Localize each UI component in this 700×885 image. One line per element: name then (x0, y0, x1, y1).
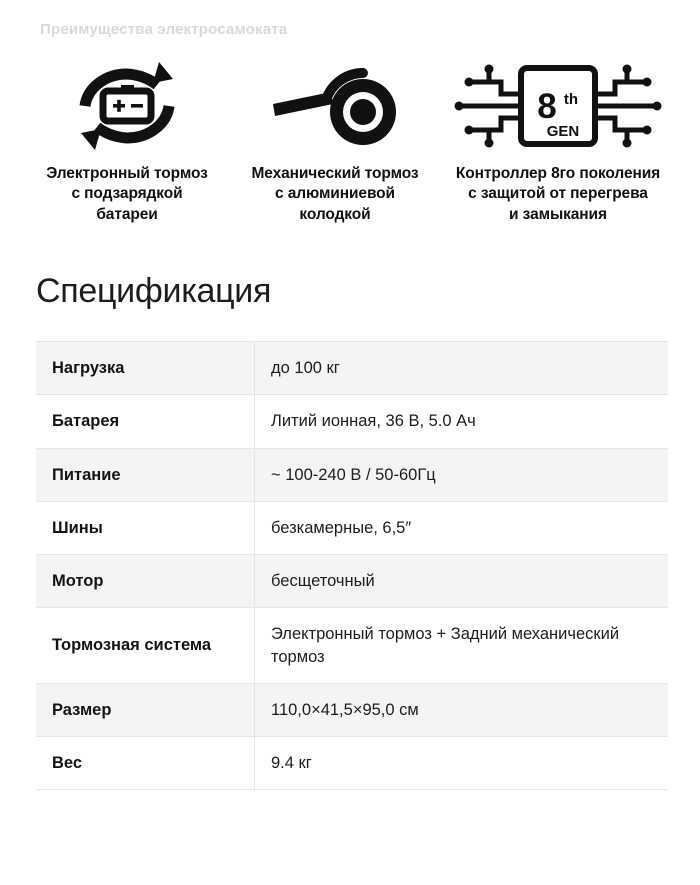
caption-line: батареи (96, 205, 158, 223)
spec-value: Электронный тормоз + Задний механический тормоз (255, 608, 669, 684)
caption-line: Электронный тормоз (46, 165, 208, 182)
table-row (36, 395, 668, 448)
specification-table (36, 341, 668, 790)
clipped-top-text (40, 21, 660, 46)
feature-caption-mechanical-brake (251, 164, 418, 225)
caption-line: Механический тормоз (251, 165, 419, 182)
caption-line: колодкой (299, 205, 371, 223)
table-row (36, 683, 668, 736)
spec-key: Вес (36, 737, 255, 790)
spec-key: Питание (36, 448, 255, 501)
feature-caption-electronic-brake (46, 164, 208, 225)
spec-key: Шины (36, 501, 255, 554)
feature-highlights (24, 58, 676, 225)
spec-value: бесщеточный (255, 555, 669, 608)
electronic-brake-battery-icon (61, 58, 193, 154)
table-row (36, 555, 668, 608)
clipped-top-text-line: Преимущества электросамоката (40, 21, 288, 38)
spec-key: Размер (36, 683, 255, 736)
spec-value: безкамерные, 6,5″ (255, 501, 669, 554)
caption-line: с алюминиевой (275, 185, 395, 203)
table-row (36, 737, 668, 790)
caption-line: с защитой от перегрева (468, 185, 648, 203)
caption-line: и замыкания (509, 205, 607, 223)
spec-key: Батарея (36, 395, 255, 448)
table-row (36, 501, 668, 554)
mechanical-brake-pad-icon (255, 58, 415, 154)
spec-key: Мотор (36, 555, 255, 608)
spec-value: до 100 кг (255, 342, 669, 395)
spec-key: Нагрузка (36, 342, 255, 395)
spec-value: ~ 100-240 В / 50-60Гц (255, 448, 669, 501)
feature-item-electronic-brake (24, 58, 230, 225)
feature-caption-controller (456, 164, 660, 225)
8th-gen-controller-chip-icon (455, 58, 661, 154)
spec-key: Тормозная система (36, 608, 255, 684)
page-title: Спецификация (36, 272, 272, 310)
feature-item-controller (440, 58, 676, 225)
spec-value: 9.4 кг (255, 737, 669, 790)
caption-line: с подзарядкой (71, 185, 183, 203)
feature-item-mechanical-brake (232, 58, 438, 225)
svg-text:GEN: GEN (546, 123, 580, 140)
table-row (36, 448, 668, 501)
spec-value: 110,0×41,5×95,0 см (255, 683, 669, 736)
table-row (36, 608, 668, 684)
caption-line: Контроллер 8го поколения (455, 165, 661, 182)
spec-value: Литий ионная, 36 В, 5.0 Ач (255, 395, 669, 448)
svg-text:th: th (563, 91, 579, 108)
svg-text:8: 8 (537, 87, 557, 126)
table-row (36, 342, 668, 395)
